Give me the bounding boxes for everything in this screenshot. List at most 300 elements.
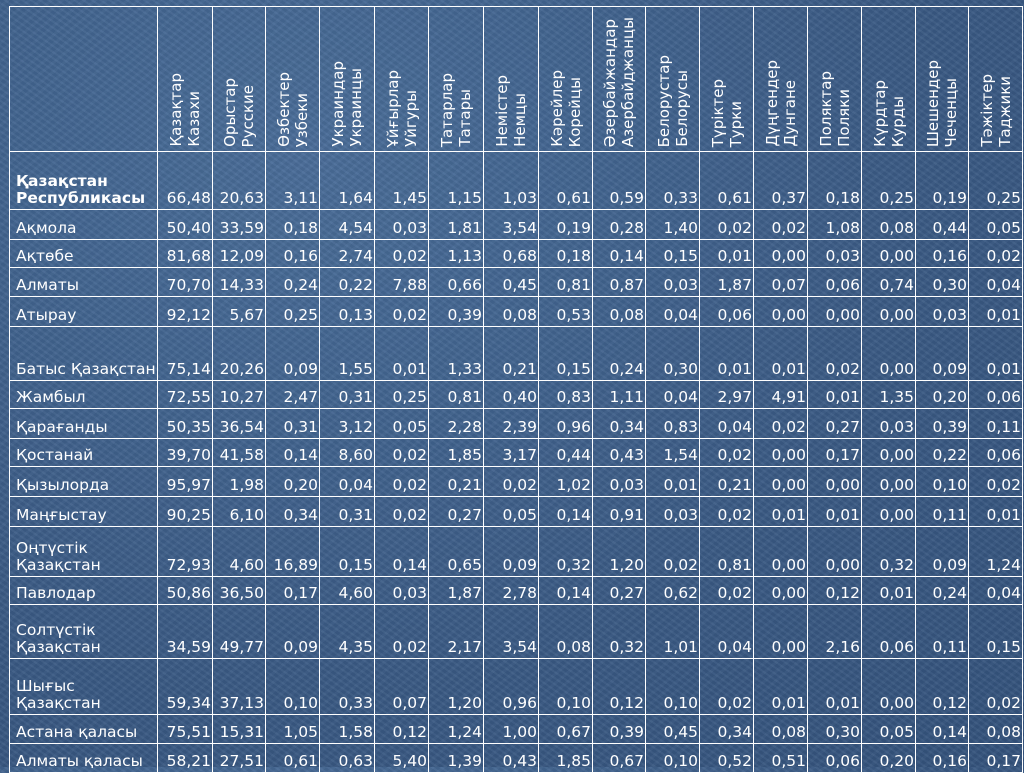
percentage-cell: 0,24 xyxy=(593,327,646,381)
percentage-cell: 0,03 xyxy=(646,497,700,527)
percentage-cell: 1,85 xyxy=(539,744,593,773)
percentage-cell: 4,60 xyxy=(320,577,375,605)
percentage-cell: 0,30 xyxy=(916,268,969,297)
column-header-russian: Татары xyxy=(456,89,474,147)
column-header-kazakh: Белорустар xyxy=(654,54,673,147)
percentage-cell: 0,31 xyxy=(266,409,320,439)
region-name-cell xyxy=(10,240,158,268)
percentage-cell: 6,10 xyxy=(213,497,266,527)
column-header-kazakh: Поляктар xyxy=(816,71,835,147)
percentage-cell: 0,06 xyxy=(862,605,916,659)
percentage-cell: 0,08 xyxy=(969,715,1023,744)
percentage-cell: 0,02 xyxy=(646,527,700,577)
region-name: Қазақстан xyxy=(16,172,108,190)
percentage-cell: 0,00 xyxy=(808,527,862,577)
percentage-cell: 59,34 xyxy=(158,659,213,715)
percentage-cell: 0,03 xyxy=(808,240,862,268)
column-header-russian: Дунгане xyxy=(780,80,799,147)
percentage-cell: 0,16 xyxy=(266,240,320,268)
percentage-cell: 1,08 xyxy=(808,210,862,240)
column-header xyxy=(646,7,700,152)
percentage-cell: 0,16 xyxy=(916,240,969,268)
percentage-cell: 0,01 xyxy=(969,497,1023,527)
percentage-cell: 2,97 xyxy=(700,381,754,409)
percentage-cell: 0,61 xyxy=(700,152,754,210)
percentage-cell: 2,28 xyxy=(429,409,484,439)
region-name-cell xyxy=(10,381,158,409)
percentage-cell: 0,09 xyxy=(266,605,320,659)
percentage-cell: 0,22 xyxy=(916,439,969,467)
percentage-cell: 14,33 xyxy=(213,268,266,297)
percentage-cell: 0,81 xyxy=(539,268,593,297)
percentage-cell: 0,34 xyxy=(593,409,646,439)
region-name: Қазақстан xyxy=(16,694,101,712)
table-corner-cell xyxy=(10,7,158,152)
percentage-cell: 1,40 xyxy=(646,210,700,240)
column-header-russian: Русские xyxy=(239,84,257,147)
table-row xyxy=(10,439,1023,467)
region-name-cell xyxy=(10,409,158,439)
percentage-cell: 0,25 xyxy=(375,381,429,409)
percentage-cell: 0,04 xyxy=(646,381,700,409)
percentage-cell: 0,74 xyxy=(862,268,916,297)
region-name: Оңтүстік xyxy=(16,539,88,557)
table-row xyxy=(10,659,1023,715)
region-name: Ақтөбе xyxy=(16,247,74,265)
percentage-cell: 34,59 xyxy=(158,605,213,659)
percentage-cell: 2,74 xyxy=(320,240,375,268)
percentage-cell: 0,01 xyxy=(375,327,429,381)
percentage-cell: 0,24 xyxy=(266,268,320,297)
percentage-cell: 36,50 xyxy=(213,577,266,605)
column-header xyxy=(320,7,375,152)
percentage-cell: 0,18 xyxy=(266,210,320,240)
percentage-cell: 0,00 xyxy=(862,439,916,467)
percentage-cell: 2,16 xyxy=(808,605,862,659)
percentage-cell: 4,91 xyxy=(754,381,808,409)
percentage-cell: 0,25 xyxy=(266,297,320,327)
column-header-kazakh: Украиндар xyxy=(329,61,347,147)
percentage-cell: 0,04 xyxy=(969,268,1023,297)
region-name: Солтүстік xyxy=(16,621,96,639)
percentage-cell: 0,27 xyxy=(429,497,484,527)
column-header-kazakh: Түріктер xyxy=(708,78,727,147)
percentage-cell: 0,00 xyxy=(754,439,808,467)
percentage-cell: 0,14 xyxy=(266,439,320,467)
percentage-cell: 4,54 xyxy=(320,210,375,240)
column-header xyxy=(375,7,429,152)
percentage-cell: 0,10 xyxy=(266,659,320,715)
percentage-cell: 1,15 xyxy=(429,152,484,210)
percentage-cell: 0,08 xyxy=(484,297,539,327)
percentage-cell: 0,43 xyxy=(484,744,539,773)
region-name-cell xyxy=(10,497,158,527)
percentage-cell: 0,11 xyxy=(916,605,969,659)
percentage-cell: 0,10 xyxy=(539,659,593,715)
percentage-cell: 1,35 xyxy=(862,381,916,409)
percentage-cell: 0,00 xyxy=(862,497,916,527)
table-row xyxy=(10,152,1023,210)
percentage-cell: 0,07 xyxy=(754,268,808,297)
percentage-cell: 0,15 xyxy=(646,240,700,268)
percentage-cell: 0,06 xyxy=(808,744,862,773)
percentage-cell: 0,15 xyxy=(539,327,593,381)
percentage-cell: 0,01 xyxy=(700,240,754,268)
percentage-cell: 0,09 xyxy=(484,527,539,577)
region-name: Алматы xyxy=(16,276,79,294)
percentage-cell: 0,05 xyxy=(969,210,1023,240)
percentage-cell: 0,00 xyxy=(862,659,916,715)
percentage-cell: 0,00 xyxy=(862,327,916,381)
percentage-cell: 0,19 xyxy=(916,152,969,210)
column-header-russian: Чеченцы xyxy=(942,77,960,147)
percentage-cell: 0,02 xyxy=(375,240,429,268)
percentage-cell: 0,32 xyxy=(539,527,593,577)
percentage-cell: 0,02 xyxy=(375,467,429,497)
percentage-cell: 0,06 xyxy=(700,297,754,327)
percentage-cell: 0,14 xyxy=(539,577,593,605)
column-header-kazakh: Күрдтар xyxy=(870,80,889,147)
percentage-cell: 0,02 xyxy=(754,409,808,439)
percentage-cell: 0,27 xyxy=(808,409,862,439)
column-header-russian: Корейцы xyxy=(565,76,584,147)
table-row xyxy=(10,715,1023,744)
region-name-cell xyxy=(10,439,158,467)
percentage-cell: 41,58 xyxy=(213,439,266,467)
percentage-cell: 1,02 xyxy=(539,467,593,497)
percentage-cell: 0,51 xyxy=(754,744,808,773)
region-name-cell xyxy=(10,715,158,744)
percentage-cell: 0,32 xyxy=(862,527,916,577)
percentage-cell: 0,34 xyxy=(266,497,320,527)
table-row xyxy=(10,497,1023,527)
region-name: Қарағанды xyxy=(16,418,108,436)
percentage-cell: 0,66 xyxy=(429,268,484,297)
percentage-cell: 70,70 xyxy=(158,268,213,297)
percentage-cell: 50,40 xyxy=(158,210,213,240)
percentage-cell: 0,17 xyxy=(266,577,320,605)
column-header-russian: Казахи xyxy=(185,91,203,147)
percentage-cell: 0,44 xyxy=(916,210,969,240)
percentage-cell: 0,00 xyxy=(754,297,808,327)
percentage-cell: 0,52 xyxy=(700,744,754,773)
column-header xyxy=(862,7,916,152)
region-name: Республикасы xyxy=(16,189,146,207)
column-header-kazakh: Татарлар xyxy=(438,72,456,147)
column-header xyxy=(266,7,320,152)
percentage-cell: 0,07 xyxy=(375,659,429,715)
percentage-cell: 4,35 xyxy=(320,605,375,659)
percentage-cell: 20,63 xyxy=(213,152,266,210)
percentage-cell: 0,53 xyxy=(539,297,593,327)
percentage-cell: 0,10 xyxy=(646,659,700,715)
percentage-cell: 0,22 xyxy=(320,268,375,297)
percentage-cell: 10,27 xyxy=(213,381,266,409)
percentage-cell: 0,13 xyxy=(320,297,375,327)
percentage-cell: 0,30 xyxy=(646,327,700,381)
column-header-kazakh: Ұйғырлар xyxy=(383,69,402,147)
region-name-cell xyxy=(10,744,158,773)
percentage-cell: 0,01 xyxy=(808,497,862,527)
percentage-cell: 3,17 xyxy=(484,439,539,467)
percentage-cell: 1,03 xyxy=(484,152,539,210)
region-name-cell xyxy=(10,605,158,659)
table-row xyxy=(10,381,1023,409)
percentage-cell: 1,01 xyxy=(646,605,700,659)
percentage-cell: 0,02 xyxy=(754,210,808,240)
table-row xyxy=(10,577,1023,605)
region-name-cell xyxy=(10,210,158,240)
percentage-cell: 0,21 xyxy=(700,467,754,497)
percentage-cell: 3,12 xyxy=(320,409,375,439)
percentage-cell: 0,02 xyxy=(700,439,754,467)
column-header xyxy=(916,7,969,152)
percentage-cell: 0,12 xyxy=(375,715,429,744)
percentage-cell: 0,00 xyxy=(754,467,808,497)
percentage-cell: 0,12 xyxy=(593,659,646,715)
percentage-cell: 72,55 xyxy=(158,381,213,409)
percentage-cell: 0,03 xyxy=(375,577,429,605)
region-name: Астана қаласы xyxy=(16,723,138,741)
percentage-cell: 0,65 xyxy=(429,527,484,577)
region-name-cell xyxy=(10,327,158,381)
percentage-cell: 0,81 xyxy=(429,381,484,409)
percentage-cell: 92,12 xyxy=(158,297,213,327)
percentage-cell: 2,78 xyxy=(484,577,539,605)
percentage-cell: 1,24 xyxy=(969,527,1023,577)
table-row xyxy=(10,210,1023,240)
percentage-cell: 0,25 xyxy=(969,152,1023,210)
column-header-kazakh: Әзербайжандар xyxy=(601,18,619,147)
percentage-cell: 0,00 xyxy=(754,240,808,268)
percentage-cell: 0,45 xyxy=(484,268,539,297)
column-header xyxy=(808,7,862,152)
column-header xyxy=(429,7,484,152)
percentage-cell: 1,55 xyxy=(320,327,375,381)
percentage-cell: 0,33 xyxy=(320,659,375,715)
percentage-cell: 0,05 xyxy=(862,715,916,744)
table-row xyxy=(10,409,1023,439)
region-name: Ақмола xyxy=(16,219,77,237)
percentage-cell: 0,00 xyxy=(808,467,862,497)
percentage-cell: 0,01 xyxy=(808,381,862,409)
percentage-cell: 0,61 xyxy=(266,744,320,773)
percentage-cell: 72,93 xyxy=(158,527,213,577)
region-name-cell xyxy=(10,527,158,577)
percentage-cell: 1,20 xyxy=(593,527,646,577)
column-header-russian: Уйгуры xyxy=(401,89,420,147)
percentage-cell: 0,44 xyxy=(539,439,593,467)
percentage-cell: 0,17 xyxy=(969,744,1023,773)
percentage-cell: 0,37 xyxy=(754,152,808,210)
percentage-cell: 0,02 xyxy=(969,659,1023,715)
percentage-cell: 1,33 xyxy=(429,327,484,381)
percentage-cell: 1,54 xyxy=(646,439,700,467)
percentage-cell: 95,97 xyxy=(158,467,213,497)
percentage-cell: 0,34 xyxy=(700,715,754,744)
column-header-kazakh: Орыстар xyxy=(221,78,239,147)
percentage-cell: 0,31 xyxy=(320,497,375,527)
percentage-cell: 2,39 xyxy=(484,409,539,439)
percentage-cell: 0,00 xyxy=(754,577,808,605)
percentage-cell: 0,02 xyxy=(969,240,1023,268)
percentage-cell: 0,17 xyxy=(808,439,862,467)
column-header-russian: Курды xyxy=(888,95,907,147)
column-header-russian: Украинцы xyxy=(347,68,365,147)
percentage-cell: 2,47 xyxy=(266,381,320,409)
percentage-cell: 0,04 xyxy=(320,467,375,497)
percentage-cell: 3,54 xyxy=(484,210,539,240)
percentage-cell: 58,21 xyxy=(158,744,213,773)
percentage-cell: 3,54 xyxy=(484,605,539,659)
column-header xyxy=(700,7,754,152)
percentage-cell: 0,39 xyxy=(916,409,969,439)
percentage-cell: 0,02 xyxy=(375,297,429,327)
percentage-cell: 12,09 xyxy=(213,240,266,268)
percentage-cell: 0,02 xyxy=(700,577,754,605)
percentage-cell: 0,15 xyxy=(320,527,375,577)
percentage-cell: 0,12 xyxy=(916,659,969,715)
percentage-cell: 0,08 xyxy=(862,210,916,240)
percentage-cell: 0,81 xyxy=(700,527,754,577)
percentage-cell: 0,96 xyxy=(484,659,539,715)
percentage-cell: 0,31 xyxy=(320,381,375,409)
percentage-cell: 0,21 xyxy=(484,327,539,381)
percentage-cell: 5,67 xyxy=(213,297,266,327)
column-header-russian: Таджики xyxy=(995,76,1014,147)
percentage-cell: 0,59 xyxy=(593,152,646,210)
percentage-cell: 0,02 xyxy=(375,605,429,659)
percentage-cell: 1,64 xyxy=(320,152,375,210)
percentage-cell: 0,06 xyxy=(969,439,1023,467)
column-header-russian: Турки xyxy=(726,100,745,147)
region-name-cell xyxy=(10,152,158,210)
column-header-kazakh: Кәрейлер xyxy=(547,70,566,147)
percentage-cell: 0,20 xyxy=(266,467,320,497)
table-row xyxy=(10,327,1023,381)
percentage-cell: 0,83 xyxy=(646,409,700,439)
percentage-cell: 0,01 xyxy=(646,467,700,497)
percentage-cell: 0,04 xyxy=(969,577,1023,605)
column-header-kazakh: Қазақтар xyxy=(167,73,185,147)
percentage-cell: 1,81 xyxy=(429,210,484,240)
percentage-cell: 49,77 xyxy=(213,605,266,659)
percentage-cell: 8,60 xyxy=(320,439,375,467)
percentage-cell: 4,60 xyxy=(213,527,266,577)
percentage-cell: 0,39 xyxy=(593,715,646,744)
percentage-cell: 0,08 xyxy=(593,297,646,327)
percentage-cell: 0,33 xyxy=(646,152,700,210)
percentage-cell: 1,98 xyxy=(213,467,266,497)
percentage-cell: 15,31 xyxy=(213,715,266,744)
percentage-cell: 0,96 xyxy=(539,409,593,439)
percentage-cell: 1,45 xyxy=(375,152,429,210)
column-header-kazakh: Өзбектер xyxy=(274,72,293,147)
percentage-cell: 0,10 xyxy=(646,744,700,773)
percentage-cell: 0,67 xyxy=(593,744,646,773)
percentage-cell: 0,00 xyxy=(862,297,916,327)
percentage-cell: 0,00 xyxy=(862,467,916,497)
table-header-row xyxy=(10,7,1023,152)
percentage-cell: 1,87 xyxy=(429,577,484,605)
percentage-cell: 0,67 xyxy=(539,715,593,744)
percentage-cell: 0,09 xyxy=(916,327,969,381)
percentage-cell: 90,25 xyxy=(158,497,213,527)
region-name: Шығыс xyxy=(16,677,75,695)
percentage-cell: 0,91 xyxy=(593,497,646,527)
percentage-cell: 0,14 xyxy=(916,715,969,744)
percentage-cell: 36,54 xyxy=(213,409,266,439)
percentage-cell: 0,01 xyxy=(754,327,808,381)
percentage-cell: 0,15 xyxy=(969,605,1023,659)
percentage-cell: 1,24 xyxy=(429,715,484,744)
percentage-cell: 0,02 xyxy=(375,497,429,527)
percentage-cell: 0,02 xyxy=(700,210,754,240)
percentage-cell: 0,20 xyxy=(862,744,916,773)
region-name: Батыс Қазақстан xyxy=(16,360,156,378)
percentage-cell: 2,17 xyxy=(429,605,484,659)
region-name: Алматы қаласы xyxy=(16,752,143,770)
column-header-kazakh: Шешендер xyxy=(924,59,942,147)
table-row xyxy=(10,744,1023,773)
column-header-kazakh: Немістер xyxy=(493,75,511,147)
region-name: Атырау xyxy=(16,306,77,324)
table-row xyxy=(10,268,1023,297)
percentage-cell: 0,87 xyxy=(593,268,646,297)
percentage-cell: 0,11 xyxy=(969,409,1023,439)
region-name: Қостанай xyxy=(16,446,94,464)
percentage-cell: 0,62 xyxy=(646,577,700,605)
column-header-russian: Поляки xyxy=(834,89,853,147)
percentage-cell: 0,09 xyxy=(266,327,320,381)
percentage-cell: 1,87 xyxy=(700,268,754,297)
percentage-cell: 0,05 xyxy=(375,409,429,439)
percentage-cell: 0,24 xyxy=(916,577,969,605)
column-header xyxy=(754,7,808,152)
column-header xyxy=(539,7,593,152)
percentage-cell: 0,68 xyxy=(484,240,539,268)
percentage-cell: 37,13 xyxy=(213,659,266,715)
percentage-cell: 0,18 xyxy=(808,152,862,210)
percentage-cell: 0,18 xyxy=(539,240,593,268)
percentage-cell: 0,10 xyxy=(916,467,969,497)
region-name: Қазақстан xyxy=(16,556,101,574)
percentage-cell: 0,04 xyxy=(700,409,754,439)
percentage-cell: 0,01 xyxy=(754,497,808,527)
percentage-cell: 0,06 xyxy=(808,268,862,297)
percentage-cell: 0,00 xyxy=(862,240,916,268)
column-header-russian: Белорусы xyxy=(672,70,691,147)
percentage-cell: 75,51 xyxy=(158,715,213,744)
region-name: Қызылорда xyxy=(16,476,110,494)
percentage-cell: 0,40 xyxy=(484,381,539,409)
percentage-cell: 0,25 xyxy=(862,152,916,210)
percentage-cell: 0,01 xyxy=(808,659,862,715)
column-header-russian: Немцы xyxy=(511,93,529,147)
percentage-cell: 66,48 xyxy=(158,152,213,210)
percentage-cell: 0,61 xyxy=(539,152,593,210)
percentage-cell: 0,00 xyxy=(808,297,862,327)
percentage-cell: 39,70 xyxy=(158,439,213,467)
percentage-cell: 0,14 xyxy=(375,527,429,577)
percentage-cell: 0,02 xyxy=(700,659,754,715)
percentage-cell: 0,02 xyxy=(969,467,1023,497)
percentage-cell: 0,02 xyxy=(808,327,862,381)
percentage-cell: 0,14 xyxy=(539,497,593,527)
column-header xyxy=(484,7,539,152)
table-row xyxy=(10,240,1023,268)
table-row xyxy=(10,605,1023,659)
